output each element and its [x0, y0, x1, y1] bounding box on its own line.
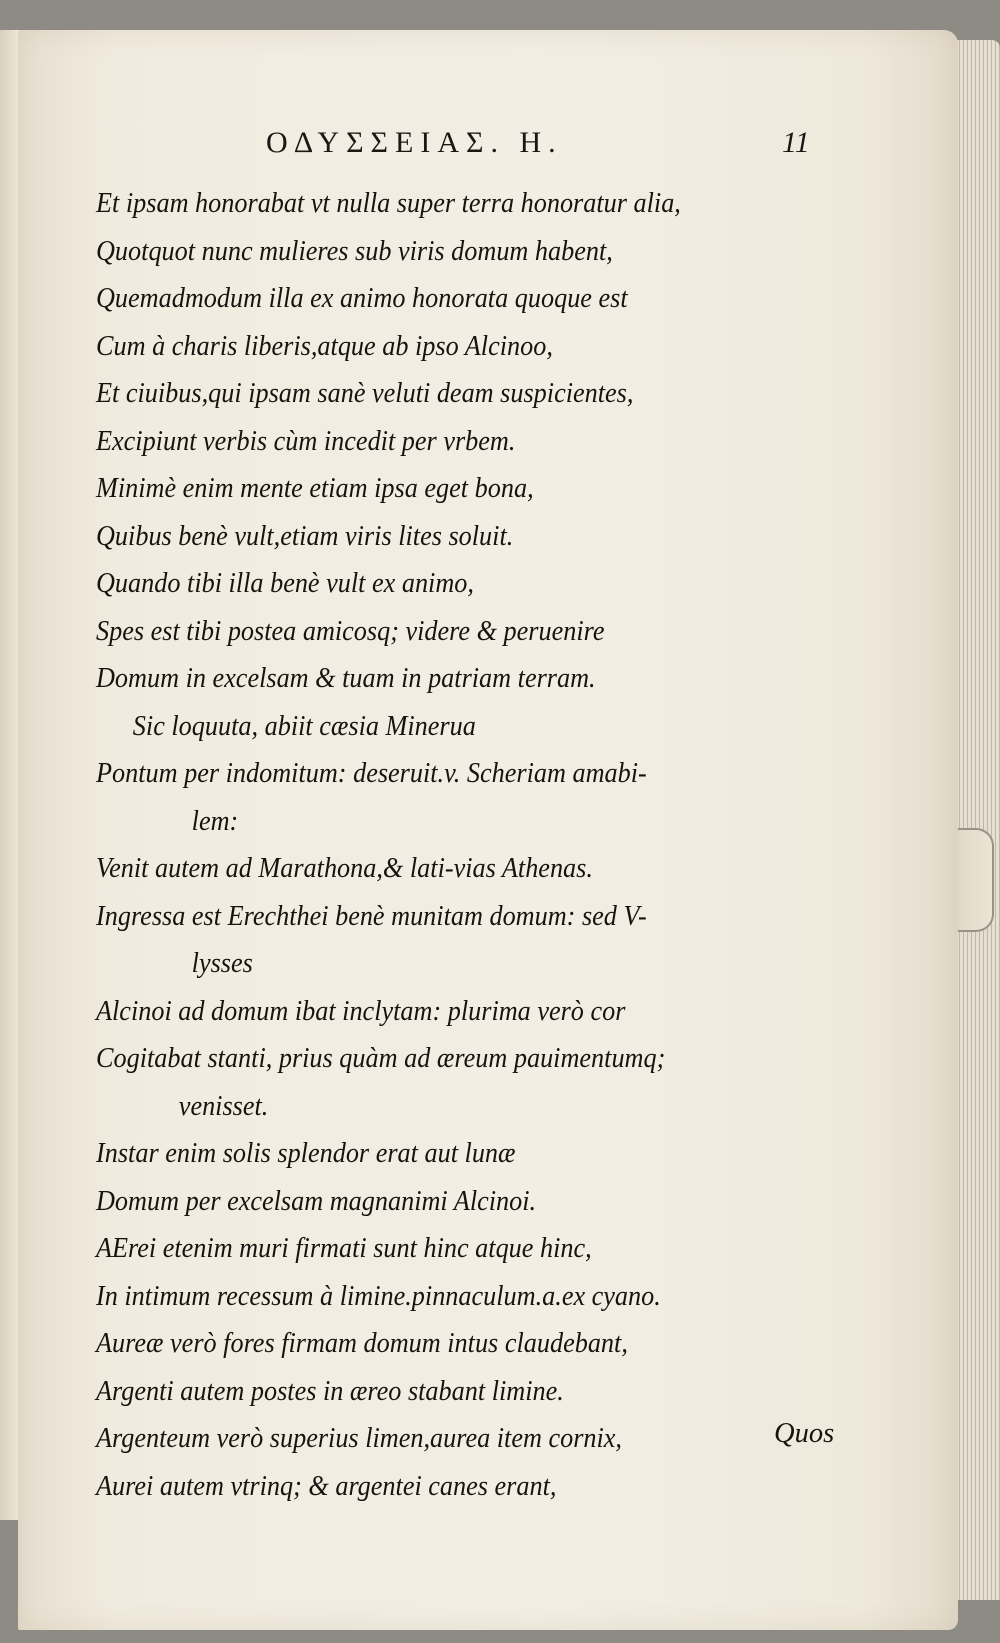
- text-line-turnover: lysses: [191, 948, 253, 979]
- text-line: In intimum recessum à limine.pinnaculum.a.ex cyano.: [96, 1280, 661, 1312]
- text-line: Argenteum verò superius limen,aurea item cornix,: [96, 1423, 622, 1454]
- page-number: 11: [782, 126, 810, 159]
- text-line: Quibus benè vult,etiam viris lites soluit.: [96, 520, 514, 552]
- text-line: Domum per excelsam magnanimi Alcinoi.: [96, 1185, 537, 1217]
- text-line: Argenti autem postes in æreo stabant limine.: [96, 1375, 564, 1407]
- text-line: Domum in excelsam & tuam in patriam terram.: [96, 663, 596, 694]
- text-line: Ingressa est Erechthei benè munitam domum: sed V-: [96, 900, 647, 932]
- text-line: Sic loquuta, abiit cæsia Minerua: [132, 710, 476, 742]
- verse-text: [96, 180, 795, 1510]
- text-line: Quotquot nunc mulieres sub viris domum habent,: [96, 235, 613, 267]
- text-line: Pontum per indomitum: deseruit.v. Scheriam amabi-: [96, 758, 647, 789]
- text-line: Excipiunt verbis cùm incedit per vrbem.: [96, 425, 516, 457]
- text-line: Spes est tibi postea amicosq; videre & peruenire: [96, 615, 605, 647]
- text-line-turnover: venisset.: [178, 1090, 269, 1122]
- text-line: Aurei autem vtrinq; & argentei canes erant,: [96, 1470, 557, 1502]
- text-line: Quemadmodum illa ex animo honorata quoque est: [96, 283, 628, 314]
- text-line: Et ipsam honorabat vt nulla super terra honoratur alia,: [96, 188, 681, 219]
- text-line: Cogitabat stanti, prius quàm ad æreum pauimentumq;: [96, 1043, 666, 1074]
- running-title: ΟΔΥΣΣΕΙΑΣ. Η.: [266, 126, 563, 159]
- text-line: Quando tibi illa benè vult ex animo,: [96, 568, 474, 599]
- text-line: Alcinoi ad domum ibat inclytam: plurima verò cor: [96, 995, 626, 1027]
- page-stack-edge: [952, 40, 1000, 1600]
- book-page: [18, 30, 958, 1630]
- catchword: Quos: [774, 1418, 835, 1449]
- page-header: [18, 126, 958, 166]
- text-line: Aureæ verò fores firmam domum intus claudebant,: [96, 1328, 628, 1359]
- text-line: Cum à charis liberis,atque ab ipso Alcinoo,: [96, 330, 553, 362]
- text-line: Minimè enim mente etiam ipsa eget bona,: [96, 473, 534, 504]
- text-line: Instar enim solis splendor erat aut lunæ: [96, 1138, 516, 1169]
- text-line: AErei etenim muri firmati sunt hinc atque hinc,: [96, 1233, 592, 1264]
- text-line-turnover: lem:: [191, 805, 239, 837]
- text-line: Venit autem ad Marathona,& lati-vias Athenas.: [96, 853, 593, 884]
- text-line: Et ciuibus,qui ipsam sanè veluti deam suspicientes,: [96, 378, 634, 409]
